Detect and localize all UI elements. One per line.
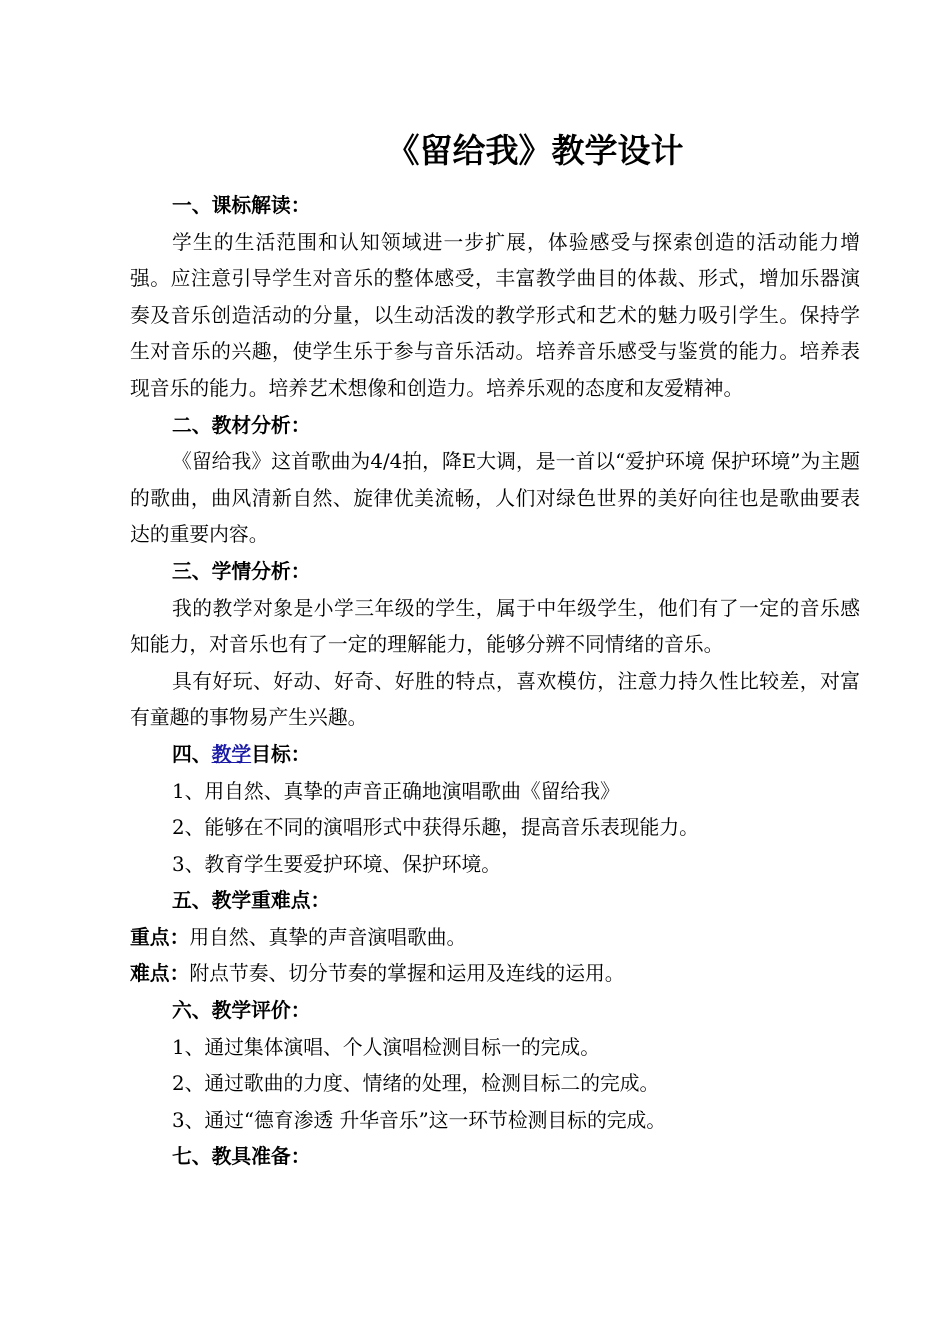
paragraph-curriculum: 学生的生活范围和认知领域进一步扩展，体验感受与探索创造的活动能力增强。应注意引导学生对音乐的整体感受，丰富教学曲目的体裁、形式，增加乐器演奏及音乐创造活动的分量，以生动活泼的教学形式和艺术的魅力吸引学生。保持学生对音乐的兴趣，使学生乐于参与音乐活动。培养音乐感受与鉴赏的能力。培养表现音乐的能力。培养艺术想像和创造力。培养乐观的态度和友爱精神。 — [130, 230, 860, 400]
objectives-heading-prefix: 四、 — [172, 742, 212, 766]
difficult-point-line — [130, 956, 860, 993]
section-heading-curriculum: 一、课标解读： — [172, 194, 311, 217]
objective-item: 1、用自然、真挚的声音正确地演唱歌曲《留给我》 — [172, 779, 620, 803]
objective-item: 2、能够在不同的演唱形式中获得乐趣，提高音乐表现能力。 — [172, 816, 699, 840]
section-heading-material: 二、教材分析： — [172, 413, 311, 437]
key-point-label: 重点： — [130, 925, 190, 949]
section-heading-evaluation: 六、教学评价： — [172, 999, 311, 1023]
key-point-line — [130, 920, 860, 957]
paragraph-students-2: 具有好玩、好动、好奇、好胜的特点，喜欢模仿，注意力持久性比较差，对富有童趣的事物易产生兴趣。 — [130, 669, 860, 730]
difficult-point-text: 附点节奏、切分节奏的掌握和运用及连线的运用。 — [189, 962, 625, 986]
evaluation-item: 1、通过集体演唱、个人演唱检测目标一的完成。 — [172, 1035, 600, 1059]
key-point-text: 用自然、真挚的声音演唱歌曲。 — [189, 925, 467, 949]
section-heading-objectives — [130, 737, 860, 774]
objectives-heading-suffix: 目标： — [251, 742, 311, 766]
document-title: 《留给我》教学设计 — [386, 131, 684, 170]
objective-item: 3、教育学生要爱护环境、保护环境。 — [172, 852, 502, 876]
section-heading-students: 三、学情分析： — [172, 559, 311, 583]
paragraph-material: 《留给我》这首歌曲为4/4拍，降E大调，是一首以“爱护环境 保护环境”为主题的歌曲，曲风清新自然、旋律优美流畅，人们对绿色世界的美好向往也是歌曲要表达的重要内容。 — [130, 450, 860, 547]
evaluation-item: 3、通过“德育渗透 升华音乐”这一环节检测目标的完成。 — [172, 1108, 667, 1132]
section-heading-keypoints: 五、教学重难点： — [172, 889, 331, 913]
section-heading-materials-prep: 七、教具准备： — [172, 1145, 311, 1169]
paragraph-students-1: 我的教学对象是小学三年级的学生，属于中年级学生，他们有了一定的音乐感知能力，对音乐也有了一定的理解能力，能够分辨不同情绪的音乐。 — [130, 596, 860, 657]
document-body — [130, 188, 860, 1176]
difficult-point-label: 难点： — [130, 962, 190, 986]
teaching-link[interactable]: 教学 — [211, 742, 252, 766]
evaluation-item: 2、通过歌曲的力度、情绪的处理，检测目标二的完成。 — [172, 1072, 660, 1096]
